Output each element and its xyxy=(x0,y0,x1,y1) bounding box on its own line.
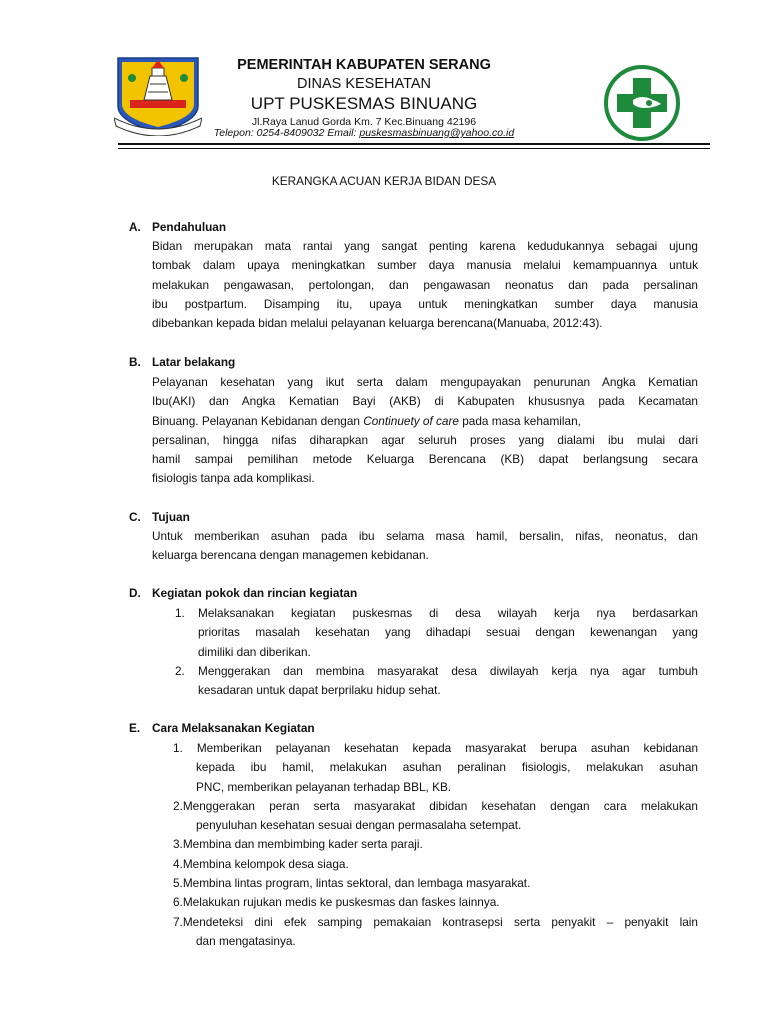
list-item: 2. Menggerakan dan membina masyarakat desa diwilayah kerja nya agar tumbuh kesadaran untuk dapat berprilaku hidup sehat. xyxy=(175,663,698,698)
letterhead-address: Jl.Raya Lanud Gorda Km. 7 Kec.Binuang 42196 xyxy=(251,116,477,128)
letterhead-contact xyxy=(0,127,748,139)
list-item: 6.Melakukan rujukan medis ke puskesmas dan faskes lainnya. xyxy=(173,895,500,910)
section-e-heading: E. Cara Melaksanakan Kegiatan xyxy=(129,721,315,735)
list-item: 2.Menggerakan peran serta masyarakat dibidan kesehatan dengan cara melakukan penyuluhan kesehatan sesuai dengan permasalaha setempat. xyxy=(173,798,698,833)
list-item: 3.Membina dan membimbing kader serta paraji. xyxy=(173,837,423,852)
letterhead-rule-thin xyxy=(118,148,710,149)
section-d-heading: D. Kegiatan pokok dan rincian kegiatan xyxy=(129,586,358,600)
list-item: 1. Melaksanakan kegiatan puskesmas di desa wilayah kerja nya berdasarkan prioritas masalah kesehatan yang dihadapi sesuai dengan kewenangan yang dimiliki dan diberikan. xyxy=(175,606,698,659)
letterhead-institution: UPT PUSKESMAS BINUANG xyxy=(250,94,478,113)
list-item: 1. Memberikan pelayanan kesehatan kepada masyarakat berupa asuhan kebidanan kepada ibu hamil, melakukan asuhan peralinan fisiologis, melakukan asuhan PNC, memberikan pelayanan terhadap BBL, KB. xyxy=(173,741,698,794)
section-c-paragraph: Untuk memberikan asuhan pada ibu selama masa hamil, bersalin, nifas, neonatus, dan keluarga berencana dengan managemen kebidanan. xyxy=(152,529,698,563)
section-a-paragraph: Bidan merupakan mata rantai yang sangat penting karena kedudukannya sebagai ujung tombak dalam upaya meningkatkan sumber daya manusia melalui kemampuannya untuk melakukan pengawasan, pertolongan, dan pengawasan neonatus dan pada persalinan ibu postpartum. Disamping itu, upaya untuk meningkatkan sumber daya manusia dibebankan kepada bidan melalui pelayanan keluarga berencana(Manuaba, 2012:43). xyxy=(152,239,698,331)
letterhead-email[interactable]: puskesmasbinuang@yahoo.co.id xyxy=(359,127,515,139)
letterhead-department: DINAS KESEHATAN xyxy=(296,76,432,92)
letterhead-rule-thick xyxy=(118,143,710,145)
section-b-heading: B. Latar belakang xyxy=(129,355,236,369)
section-a-heading: A. Pendahuluan xyxy=(129,220,227,234)
list-item: 4.Membina kelompok desa siaga. xyxy=(173,856,349,871)
section-b-paragraph: Pelayanan kesehatan yang ikut serta dalam mengupayakan penurunan Angka Kematian Ibu(AKI) dan Angka Kematian Bayi (AKB) di Kabupaten khususnya pada Kecamatan Binuang. Pelayanan Kebidanan dengan Continuety of care pada masa kehamilan, persalinan, hingga nifas diharapkan agar seluruh proses yang dialami ibu mulai dari hamil sampai pemilihan metode Keluarga Berencana (KB) dapat berlangsung secara fisiologis tanpa ada komplikasi. xyxy=(152,375,698,486)
letterhead-government: PEMERINTAH KABUPATEN SERANG xyxy=(237,57,491,73)
section-c-heading: C. Tujuan xyxy=(129,510,190,524)
section-d-list xyxy=(152,604,698,700)
letterhead-phone: Telepon: 0254-8409032 Email: xyxy=(213,127,360,139)
document-title: KERANGKA ACUAN KERJA BIDAN DESA xyxy=(271,174,497,188)
list-item: 5.Membina lintas program, lintas sektoral, dan lembaga masyarakat. xyxy=(173,876,531,891)
section-e-list xyxy=(173,739,698,951)
list-item: 7.Mendeteksi dini efek samping pemakaian kontrasepsi serta penyakit – penyakit lain dan mengatasinya. xyxy=(173,914,698,948)
